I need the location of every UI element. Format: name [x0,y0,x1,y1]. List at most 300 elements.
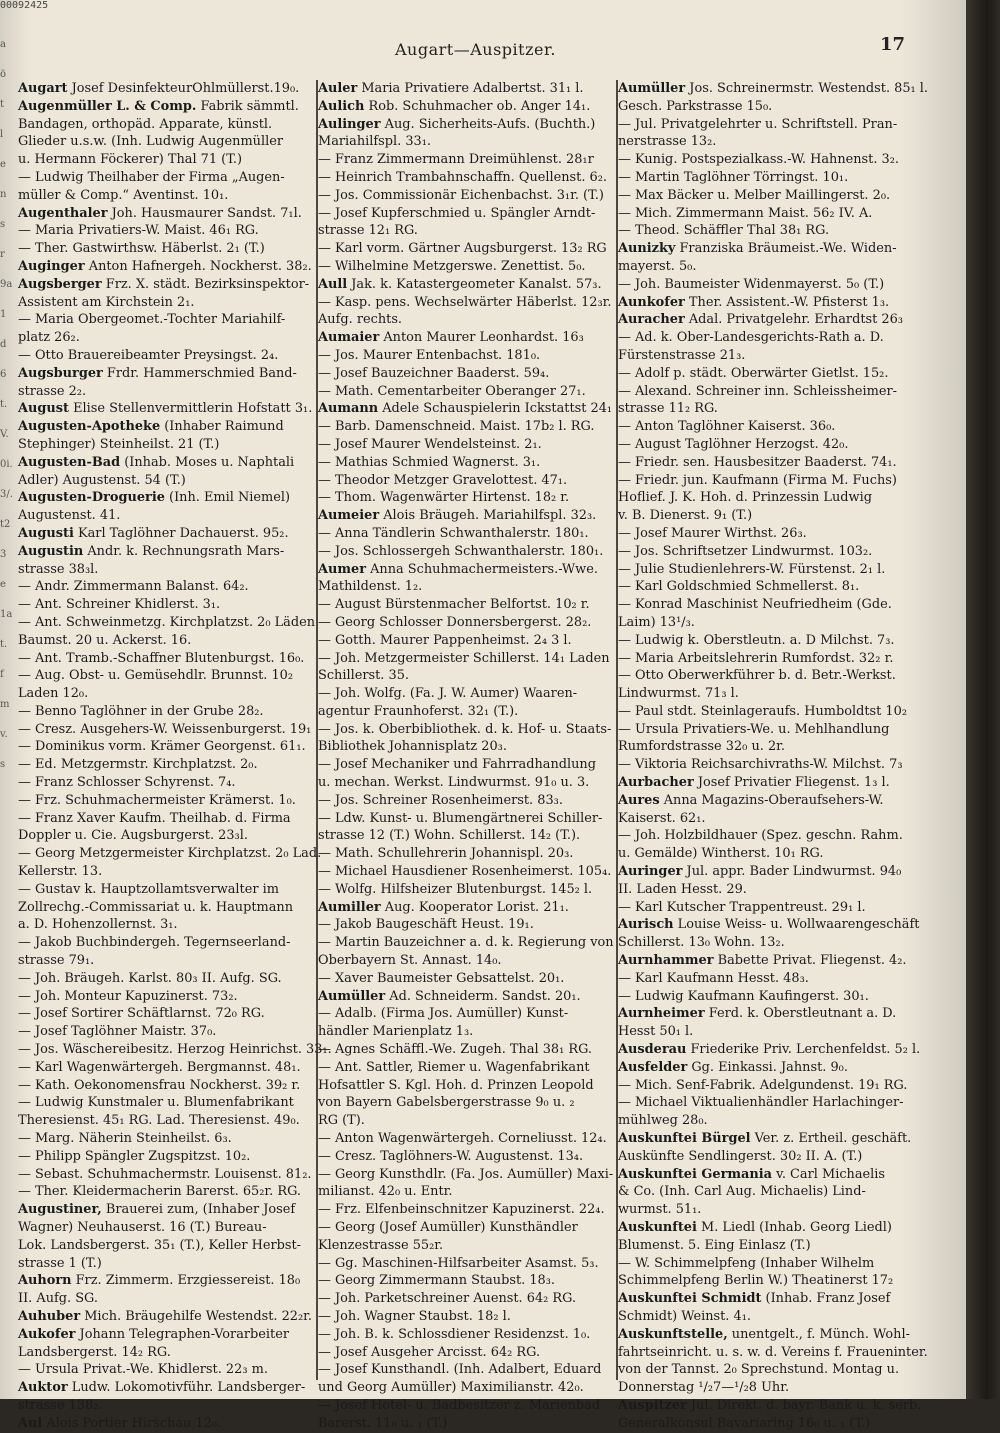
entry-continuation [318,792,618,810]
directory-entry [318,988,618,1006]
entry-text: Frdr. Hammerschmied Band- [102,365,297,381]
entry-continuation [318,1005,618,1023]
entry-continuation [18,436,316,454]
entry-continuation [318,1059,618,1077]
entry-continuation [18,1094,316,1112]
entry-text: — Karl Kaufmann Hesst. 48₃. [618,970,809,986]
entry-text: Schimmelpfeng Berlin W.) Theatinerst 17₂ [618,1273,894,1289]
entry-continuation [618,525,948,543]
entry-surname: Auskunftei Germania [618,1166,773,1182]
entry-text: Kaiserst. 62₁. [618,810,706,826]
entry-surname: Auspitzer [618,1397,687,1413]
entry-text: Rob. Schuhmacher ob. Anger 14₁. [364,98,591,114]
entry-text: — Ed. Metzgermstr. Kirchplatzst. 2₀. [18,757,258,773]
entry-continuation [318,845,618,863]
entry-text: — Barb. Damenschneid. Maist. 17b₂ l. RG. [318,419,595,435]
entry-continuation [18,133,316,151]
entry-text: — Mich. Zimmermann Maist. 56₂ IV. A. [618,205,873,221]
entry-continuation [318,1077,618,1095]
directory-entry [318,329,618,347]
entry-continuation [18,294,316,312]
entry-continuation [318,311,618,329]
entry-text: und Georg Aumüller) Maximilianstr. 42₀. [318,1380,584,1396]
entry-text: RG (T). [318,1113,365,1129]
entry-continuation [18,1361,316,1379]
directory-entry [18,276,316,294]
entry-text: — Joh. B. k. Schlossdiener Residenzst. 1₀. [318,1326,591,1342]
entry-text: — Anton Taglöhner Kaiserst. 36₀. [618,419,836,435]
entry-surname: Aul [18,1415,43,1431]
entry-continuation [618,1112,948,1130]
entry-surname: Auler [318,81,358,96]
entry-text: — Ludwig Kunstmaler u. Blumenfabrikant [18,1095,294,1111]
entry-text: — August Bürstenmacher Belfortst. 10₂ r. [318,597,590,613]
entry-continuation [18,561,316,579]
entry-text: von der Tannst. 2₀ Sprechstund. Montag u. [618,1362,900,1378]
entry-surname: Augart [18,81,68,96]
entry-surname: Aunkofer [618,294,685,310]
entry-continuation [318,543,618,561]
entry-continuation [618,561,948,579]
entry-text: Donnerstag ¹/₂7—¹/₂8 Uhr. [618,1380,790,1396]
entry-continuation [618,1255,948,1273]
directory-entry [318,80,618,98]
gutter-fragment: t. [0,399,8,410]
entry-continuation [18,632,316,650]
entry-continuation [318,1094,618,1112]
entry-text: — Friedr. sen. Hausbesitzer Baaderst. 74₁. [618,454,897,470]
directory-entry [618,1290,948,1308]
directory-entry [618,952,948,970]
entry-continuation [618,258,948,276]
gutter-fragment: ö [0,69,7,80]
entry-continuation [618,116,948,134]
entry-continuation [618,1415,948,1433]
entry-surname: Aumer [318,561,367,577]
entry-continuation [318,1130,618,1148]
directory-entry [18,205,316,223]
entry-continuation [618,418,948,436]
gutter-fragment: 1a [0,609,13,620]
entry-text: mühlweg 28₀. [618,1113,708,1129]
entry-continuation [318,650,618,668]
entry-continuation [18,952,316,970]
entry-continuation [618,169,948,187]
entry-text: Bibliothek Johannisplatz 20₃. [318,739,507,755]
entry-surname: Aurisch [618,917,674,933]
directory-entry [618,311,948,329]
entry-text: — Joh. Baumeister Widenmayerst. 5₀ (T.) [618,276,885,292]
entry-continuation [18,578,316,596]
entry-continuation [318,365,618,383]
entry-text: — Ant. Tramb.-Schaffner Blutenburgst. 16₀. [18,650,305,666]
entry-surname: Auskunftstelle, [618,1326,728,1342]
entry-text: — Cresz. Ausgehers-W. Weissenburgerst. 19₁ [18,721,312,737]
entry-continuation [18,650,316,668]
entry-text: — Josef Kupferschmied u. Spängler Arndt- [318,205,596,221]
entry-text: — Georg (Josef Aumüller) Kunsthändler [318,1220,578,1235]
scan-id: 00092425 [0,0,49,11]
entry-text: Klenzestrasse 55₂r. [318,1237,444,1253]
entry-text: Frz. X. städt. Bezirksinspektor- [101,276,310,292]
entry-text: Hofsattler S. Kgl. Hoh. d. Prinzen Leopold [318,1077,594,1093]
directory-entry [18,454,316,472]
entry-text: — Franz Schlosser Schyrenst. 7₄. [18,775,236,791]
entry-text: Lok. Landsbergerst. 35₁ (T.), Keller Herbst- [18,1237,302,1253]
gutter-fragment: 3/. [0,489,13,500]
entry-continuation [318,489,618,507]
book-spine [966,0,1000,1399]
entry-continuation [318,240,618,258]
entry-text: — Kasp. pens. Wechselwärter Häberlst. 12₃r. [318,294,612,310]
entry-continuation [318,1166,618,1184]
entry-surname: Ausderau [618,1042,687,1058]
entry-continuation [18,1112,316,1130]
entry-text: — Frz. Elfenbeinschnitzer Kapuzinerst. 22₄. [318,1202,605,1218]
column-2 [318,80,618,1431]
entry-continuation [18,1255,316,1273]
entry-text: agentur Fraunhoferst. 32₁ (T.). [318,703,519,719]
gutter-fragment: 6 [0,369,7,380]
entry-continuation [18,845,322,863]
entry-continuation [618,988,948,1006]
entry-surname: Auracher [618,312,685,328]
entry-continuation [18,1148,316,1166]
entry-text: — Mathias Schmied Wagnerst. 3₁. [318,454,541,470]
gutter-fragment: d [0,339,7,350]
entry-text: Jak. k. Katastergeometer Kanalst. 57₃. [347,276,602,292]
entry-text: Jul. appr. Bader Lindwurmst. 94₀ [682,864,902,880]
directory-entry [18,525,316,543]
entry-text: platz 26₂. [18,330,80,346]
entry-continuation [318,294,618,312]
entry-text: — Xaver Baumeister Gebsattelst. 20₁. [318,970,565,986]
entry-text: — Martin Taglöhner Törringst. 10₁. [618,169,849,185]
entry-text: Blumenst. 5. Eing Einlasz (T.) [618,1237,811,1253]
entry-text: — Gustav k. Hauptzollamtsverwalter im [18,881,279,897]
entry-surname: Augenmüller L. & Comp. [18,98,197,114]
entry-text: — Ldw. Kunst- u. Blumengärtnerei Schiller- [318,810,603,826]
directory-entry [18,1201,316,1219]
entry-continuation [318,151,618,169]
entry-continuation [18,240,316,258]
gutter-fragment: m [0,699,10,710]
entry-continuation [318,1326,618,1344]
gutter-fragment: t2 [0,519,11,530]
entry-text: strasse 12 (T.) Wohn. Schillerst. 14₂ (T.). [318,828,581,844]
entry-continuation [318,1255,618,1273]
entry-continuation [318,810,618,828]
directory-entry [18,258,316,276]
gutter-fragment: l [0,129,4,140]
entry-text: — Jos. Maurer Entenbachst. 181₀. [318,347,541,363]
entry-text: Ludw. Lokomotivführ. Landsberger- [67,1380,306,1396]
entry-text: — Franz Zimmermann Dreimühlenst. 28₁r [318,152,594,168]
entry-continuation [618,1272,948,1290]
entry-text: — Jul. Privatgelehrter u. Schriftstell. Pran- [618,116,898,132]
entry-text: müller & Comp.“ Aventinst. 10₁. [18,187,229,203]
entry-text: Schillerst. 35. [318,668,410,684]
entry-continuation [318,632,618,650]
directory-entry [618,916,948,934]
entry-text: Gesch. Parkstrasse 15₀. [618,98,773,114]
entry-text: Alois Portier Hirschau 12₀. [42,1415,222,1431]
directory-entry [618,80,948,98]
entry-continuation [618,614,948,632]
entry-text: — Georg Kunsthdlr. (Fa. Jos. Aumüller) Maxi- [318,1166,614,1182]
entry-text: — Otto Brauereibeamter Preysingst. 2₄. [18,347,279,363]
directory-entry [618,1130,948,1148]
entry-text: — Josef Kunsthandl. (Inh. Adalbert, Eduard [318,1362,602,1378]
entry-text: Anna Magazins-Oberaufsehers-W. [659,792,884,808]
entry-continuation [618,222,948,240]
entry-text: — Martin Bauzeichner a. d. k. Regierung von [318,935,614,951]
entry-surname: Aull [318,276,348,292]
directory-entry [618,1005,948,1023]
entry-text: — Ludwig Kaufmann Kaufingerst. 30₁. [618,988,869,1004]
entry-text: Brauerei zum, (Inhaber Josef [101,1202,296,1218]
entry-continuation [18,472,316,490]
entry-text: Babette Privat. Fliegenst. 4₂. [713,953,907,969]
entry-text: v. Carl Michaelis [772,1166,886,1182]
entry-text: — Karl Kutscher Trappentreust. 29₁ l. [618,899,866,915]
entry-surname: Aures [618,792,660,808]
entry-continuation [618,1148,948,1166]
entry-continuation [18,507,316,525]
entry-text: v. B. Dienerst. 9₁ (T.) [618,508,753,524]
entry-continuation [618,970,948,988]
entry-text: — Philipp Spängler Zugspitzst. 10₂. [18,1148,251,1164]
entry-text: — Maria Obergeomet.-Tochter Mariahilf- [18,312,286,328]
entry-continuation [618,400,948,418]
entry-continuation [318,383,618,401]
entry-text: — Theodor Metzger Gravelottest. 47₁. [318,472,568,488]
entry-continuation [318,1344,618,1362]
entry-text: — Michael Viktualienhändler Harlachinger- [618,1095,904,1111]
entry-text: — Wolfg. Hilfsheizer Blutenburgst. 145₂ l. [318,881,593,897]
directory-entry [18,418,316,436]
entry-text: (Inhaber Raimund [160,419,284,435]
entry-surname: Aurnhammer [618,953,714,969]
entry-continuation [618,1023,948,1041]
directory-entry [618,1326,948,1344]
entry-surname: Augustiner, [18,1202,102,1218]
entry-text: Jul. Direkt. d. bayr. Bank u. k. serb. [686,1397,922,1413]
entry-text: — Kunig. Postspezialkass.-W. Hahnenst. 3₂. [618,152,900,168]
entry-text: — Frz. Schuhmachermeister Krämerst. 1₀. [18,792,296,808]
entry-text: — Adalb. (Firma Jos. Aumüller) Kunst- [318,1006,569,1022]
entry-continuation [318,169,618,187]
entry-text: Fürstenstrasse 21₃. [618,347,746,363]
entry-continuation [618,1379,948,1397]
entry-text: strasse 12₁ RG. [318,223,418,239]
entry-text: Anton Maurer Leonhardst. 16₃ [379,330,584,346]
entry-text: a. D. Hohenzollernst. 3₁. [18,917,178,933]
gutter-fragment: 3 [0,549,7,560]
entry-continuation [18,827,316,845]
entry-text: unentgelt., f. Münch. Wohl- [727,1326,910,1342]
entry-continuation [18,863,316,881]
entry-surname: Aumüller [618,81,686,96]
entry-text: Alois Bräugeh. Mariahilfspl. 32₃. [379,508,597,524]
entry-continuation [318,1379,618,1397]
entry-surname: Aurnheimer [618,1006,705,1022]
entry-continuation [618,721,948,739]
entry-text: — Anton Wagenwärtergeh. Corneliusst. 12₄. [318,1131,607,1147]
entry-text: — Joh. Holzbildhauer (Spez. geschn. Rahm. [618,828,903,844]
directory-entry [618,863,948,881]
gutter-fragment: 9a [0,279,13,290]
directory-entry [618,1397,948,1415]
entry-continuation [318,721,618,739]
entry-text: u. Gemälde) Wintherst. 10₁ RG. [618,846,824,862]
entry-continuation [618,454,948,472]
entry-surname: Auskunftei Schmidt [618,1291,762,1307]
entry-continuation [18,169,316,187]
entry-continuation [618,1308,948,1326]
entry-text: Aug. Kooperator Lorist. 21₁. [380,899,569,915]
gutter-fragment: t. [0,639,8,650]
entry-continuation [18,881,316,899]
directory-entry [618,774,948,792]
entry-continuation [18,1023,316,1041]
directory-entry [618,240,948,258]
entry-continuation [618,934,948,952]
entry-surname: Ausfelder [618,1059,688,1075]
entry-continuation [318,738,618,756]
entry-surname: Augusten-Bad [18,454,121,470]
directory-entry [18,543,316,561]
entry-continuation [18,1397,316,1415]
directory-entry [618,1059,948,1077]
entry-continuation [18,1130,316,1148]
entry-text: — W. Schimmelpfeng (Inhaber Wilhelm [618,1255,875,1271]
entry-surname: Auginger [18,258,85,274]
entry-continuation [318,1290,618,1308]
entry-text: u. mechan. Werkst. Lindwurmst. 91₀ u. 3. [318,775,590,791]
entry-text: — Josef Mechaniker und Fahrradhandlung [318,757,596,773]
entry-text: Fabrik sämmtl. [196,98,299,114]
entry-text: Stephinger) Steinheilst. 21 (T.) [18,436,220,452]
entry-surname: Auhorn [18,1273,72,1289]
entry-surname: Auskunftei Bürgel [618,1131,751,1147]
entry-surname: Auskunftei [618,1220,697,1235]
directory-entry [318,116,618,134]
entry-text: — Aug. Obst- u. Gemüsehdlr. Brunnst. 10₂ [18,668,294,684]
entry-surname: Augusten-Apotheke [18,419,161,435]
entry-text: — Adolf p. städt. Oberwärter Gietlst. 15₂. [618,365,889,381]
gutter-fragment: e [0,579,6,590]
entry-continuation [318,970,618,988]
entry-text: — Cresz. Taglöhners-W. Augustenst. 13₄. [318,1148,584,1164]
entry-continuation [618,276,948,294]
previous-page-gutter [0,30,16,1390]
entry-text: Adal. Privatgelehr. Erhardtst 26₃ [684,312,903,328]
entry-surname: Auktor [18,1380,68,1396]
entry-continuation [318,596,618,614]
entry-continuation [618,383,948,401]
entry-text: — Josef Bauzeichner Baaderst. 59₄. [318,365,550,381]
entry-continuation [618,578,948,596]
entry-continuation [318,187,618,205]
entry-continuation [318,578,618,596]
entry-text: strasse 2₂. [18,383,87,399]
entry-continuation [18,774,316,792]
entry-text: Hesst 50₁ l. [618,1024,694,1040]
entry-continuation [618,489,948,507]
entry-text: — Josef Ausgeher Arcisst. 64₂ RG. [318,1344,541,1360]
entry-text: — Michael Hausdiener Rosenheimerst. 105₄. [318,864,612,880]
entry-continuation [618,347,948,365]
entry-text: — Julie Studienlehrers-W. Fürstenst. 2₁ l. [618,561,886,577]
entry-continuation [318,952,618,970]
entry-continuation [318,1183,618,1201]
entry-text: Anna Schuhmachermeisters.-Wwe. [366,561,598,577]
entry-continuation [18,614,316,632]
directory-entry [618,1219,948,1237]
directory-entry [318,561,618,579]
entry-continuation [318,934,618,952]
entry-text: von Bayern Gabelsbergerstrasse 9₀ u. ₂ [318,1095,575,1111]
entry-text: — Karl Wagenwärtergeh. Bergmannst. 48₁. [18,1059,301,1075]
entry-text: — Thom. Wagenwärter Hirtenst. 18₂ r. [318,490,570,506]
entry-continuation [318,863,618,881]
directory-entry [618,1166,948,1184]
entry-text: Lindwurmst. 71₃ l. [618,686,739,702]
entry-text: Theresienst. 45₁ RG. Lad. Theresienst. 49₀. [18,1113,300,1129]
entry-text: strasse 38₃l. [18,561,99,577]
entry-text: — Joh. Wagner Staubst. 18₂ l. [318,1308,511,1324]
directory-entry [18,489,316,507]
entry-text: — Ant. Sattler, Riemer u. Wagenfabrikant [318,1059,590,1075]
entry-text: Hoflief. J. K. Hoh. d. Prinzessin Ludwig [618,490,872,506]
entry-text: — Josef Maurer Wendelsteinst. 2₁. [318,436,542,452]
entry-text: & Co. (Inh. Carl Aug. Michaelis) Lind- [618,1184,866,1200]
entry-surname: Aulich [318,98,365,114]
entry-text: — Anna Tändlerin Schwanthalerstr. 180₁. [318,525,589,541]
entry-continuation [318,418,618,436]
entry-text: Augustenst. 41. [18,508,121,524]
entry-text: — Benno Taglöhner in der Grube 28₂. [18,703,264,719]
entry-text: Schillerst. 13₀ Wohn. 13₂. [618,935,785,951]
entry-text: — Ther. Kleidermacherin Barerst. 65₂r. RG. [18,1184,301,1200]
entry-text: Gg. Einkassi. Jahnst. 9₀. [687,1059,848,1075]
directory-entry [318,507,618,525]
entry-text: — Ursula Privat.-We. Khidlerst. 22₃ m. [18,1362,268,1378]
entry-text: — Dominikus vorm. Krämer Georgenst. 61₁. [18,739,306,755]
directory-entry [318,400,618,418]
entry-text: — Jakob Baugeschäft Heust. 19₁. [318,917,534,933]
entry-text: — Konrad Maschinist Neufriedheim (Gde. [618,597,892,613]
entry-text: II. Aufg. SG. [18,1291,98,1307]
entry-text: — Agnes Schäffl.-We. Zugeh. Thal 38₁ RG. [318,1042,593,1058]
entry-continuation [18,1290,316,1308]
entry-continuation [618,738,948,756]
entry-text: — Josef Taglöhner Maistr. 37₀. [18,1024,217,1040]
directory-entry [618,1041,948,1059]
entry-text: — Max Bäcker u. Melber Maillingerst. 2₀. [618,187,891,203]
gutter-fragment: f [0,669,4,680]
entry-text: Generalkonsul Bavariaring 16₀ u. ₁ (T.) [618,1415,871,1431]
entry-text: fahrtseinricht. u. s. w. d. Vereins f. Fraueninter. [618,1344,928,1360]
entry-text: Friederike Priv. Lerchenfeldst. 5₂ l. [686,1042,921,1058]
entry-continuation [18,187,316,205]
entry-text: — Karl vorm. Gärtner Augsburgerst. 13₂ RG [318,241,607,257]
entry-continuation [18,347,316,365]
gutter-fragment: 1 [0,309,7,320]
entry-surname: Aurbacher [618,775,694,791]
entry-text: — Maria Arbeitslehrerin Rumfordst. 32₂ r. [618,650,894,666]
